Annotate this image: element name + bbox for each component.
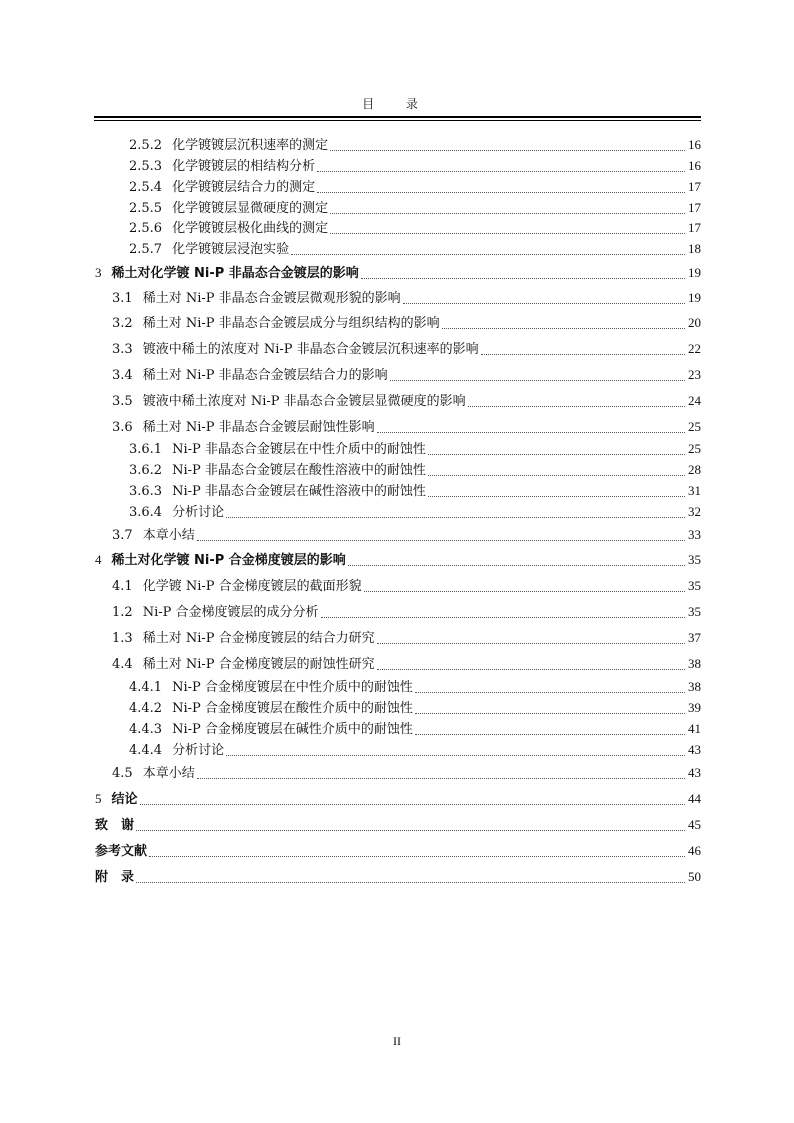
- toc-leader: [377, 642, 685, 644]
- toc-entry-page: 38: [688, 656, 701, 671]
- toc-entry-page: 35: [688, 552, 701, 567]
- toc-entry-page: 24: [688, 393, 701, 408]
- toc-entry-title: Ni-P 非晶态合金镀层在中性介质中的耐蚀性: [172, 442, 426, 457]
- toc-entry-number: 4.4.1: [129, 680, 163, 695]
- toc-leader: [291, 253, 685, 255]
- toc-entry[interactable]: [112, 627, 701, 647]
- toc-entry-number: 3.7: [112, 528, 133, 543]
- toc-leader: [415, 733, 685, 735]
- toc-entry-title: 化学镀镀层极化曲线的测定: [172, 221, 329, 236]
- toc-entry-page: 43: [688, 765, 701, 780]
- toc-entry-number: 1.3: [112, 631, 133, 646]
- toc-entry-page: 39: [688, 700, 701, 715]
- toc-entry-page: 16: [688, 158, 701, 173]
- toc-entry[interactable]: [112, 390, 701, 410]
- toc-entry[interactable]: [129, 238, 701, 258]
- toc-entry-number: 2.5.2: [129, 138, 163, 153]
- toc-entry-page: 46: [688, 843, 701, 858]
- toc-entry-title: 稀土对 Ni-P 合金梯度镀层的结合力研究: [142, 631, 375, 646]
- toc-entry-title: Ni-P 合金梯度镀层的成分分析: [142, 605, 319, 620]
- toc-entry-number: 3.3: [112, 342, 133, 357]
- toc-leader: [330, 232, 685, 234]
- toc-entry-title: 镀液中稀土的浓度对 Ni-P 非晶态合金镀层沉积速率的影响: [142, 342, 479, 357]
- toc-entry[interactable]: [112, 653, 701, 673]
- toc-leader: [226, 516, 685, 518]
- toc-entry-number: 2.5.4: [129, 180, 163, 195]
- toc-entry-title: 致 谢: [95, 818, 135, 833]
- toc-entry-title: 本章小结: [142, 528, 195, 543]
- toc-entry-number: 3: [95, 265, 102, 280]
- toc-entry-number: 1.2: [112, 605, 133, 620]
- toc-entry-number: 3.6.1: [129, 442, 163, 457]
- toc-entry-page: 31: [688, 483, 701, 498]
- toc-entry-title: 稀土对化学镀 Ni-P 非晶态合金镀层的影响: [111, 266, 359, 281]
- toc-entry-title: 化学镀镀层浸泡实验: [172, 242, 290, 257]
- toc-entry-title: 化学镀镀层结合力的测定: [172, 180, 316, 195]
- toc-entry[interactable]: [112, 287, 701, 307]
- toc-entry-title: 结论: [111, 792, 138, 807]
- toc-entry[interactable]: [129, 676, 701, 696]
- toc-leader: [330, 149, 685, 151]
- toc-entry[interactable]: [129, 197, 701, 217]
- toc-entry-title: 参考文献: [95, 844, 148, 859]
- toc-entry[interactable]: [112, 338, 701, 358]
- toc-chapter[interactable]: [95, 814, 701, 834]
- toc-leader: [415, 691, 685, 693]
- toc-chapter[interactable]: [95, 840, 701, 860]
- toc-leader: [330, 212, 685, 214]
- toc-entry-number: 4: [95, 552, 102, 567]
- toc-entry-number: 2.5.5: [129, 201, 163, 216]
- toc-entry-page: 23: [688, 367, 701, 382]
- toc-entry-page: 16: [688, 137, 701, 152]
- toc-entry-number: 4.4.4: [129, 743, 163, 758]
- toc-entry[interactable]: [112, 601, 701, 621]
- toc-entry[interactable]: [112, 312, 701, 332]
- toc-entry-title: 稀土对 Ni-P 非晶态合金镀层微观形貌的影响: [142, 291, 401, 306]
- toc-leader: [377, 668, 685, 670]
- toc-leader: [136, 829, 685, 831]
- toc-leader: [317, 170, 685, 172]
- toc-leader: [348, 564, 685, 566]
- toc-entry[interactable]: [112, 416, 701, 436]
- toc-entry-title: 镀液中稀土浓度对 Ni-P 非晶态合金镀层显微硬度的影响: [142, 394, 466, 409]
- toc-entry-number: 3.4: [112, 368, 133, 383]
- toc-entry[interactable]: [112, 364, 701, 384]
- toc-entry-page: 43: [688, 742, 701, 757]
- toc-entry-title: 本章小结: [142, 766, 195, 781]
- toc-entry-page: 50: [688, 869, 701, 884]
- toc-entry-number: 2.5.3: [129, 159, 163, 174]
- toc-entry-title: 稀土对 Ni-P 非晶态合金镀层耐蚀性影响: [142, 420, 375, 435]
- toc-leader: [364, 590, 685, 592]
- toc-entry-number: 3.1: [112, 291, 133, 306]
- toc-entry-number: 5: [95, 791, 102, 806]
- toc-entry[interactable]: [129, 217, 701, 237]
- toc-entry-number: 2.5.7: [129, 242, 163, 257]
- toc-entry[interactable]: [129, 176, 701, 196]
- toc-entry-page: 35: [688, 604, 701, 619]
- toc-entry[interactable]: [112, 575, 701, 595]
- toc-entry-title: 分析讨论: [172, 505, 225, 520]
- toc-entry-title: 稀土对 Ni-P 非晶态合金镀层结合力的影响: [142, 368, 388, 383]
- toc-entry[interactable]: [129, 134, 701, 154]
- toc-entry-page: 44: [688, 791, 701, 806]
- toc-entry[interactable]: [129, 480, 701, 500]
- toc-entry-page: 25: [688, 419, 701, 434]
- toc-entry-page: 37: [688, 630, 701, 645]
- toc-entry-title: Ni-P 非晶态合金镀层在碱性溶液中的耐蚀性: [172, 484, 426, 499]
- toc-entry-page: 41: [688, 721, 701, 736]
- toc-entry-page: 32: [688, 504, 701, 519]
- toc-entry-page: 28: [688, 462, 701, 477]
- toc-entry-number: 3.6: [112, 420, 133, 435]
- toc-entry[interactable]: [129, 501, 701, 521]
- toc-entry-page: 17: [688, 179, 701, 194]
- toc-entry-number: 2.5.6: [129, 221, 163, 236]
- toc-entry-title: 分析讨论: [172, 743, 225, 758]
- toc-entry[interactable]: [129, 697, 701, 717]
- header-title: 目 录: [362, 97, 432, 111]
- header-rule-thin: [94, 120, 701, 121]
- toc-entry[interactable]: [129, 438, 701, 458]
- toc-entry[interactable]: [129, 739, 701, 759]
- toc-entry-page: 19: [688, 290, 701, 305]
- toc-entry-title: Ni-P 非晶态合金镀层在酸性溶液中的耐蚀性: [172, 463, 426, 478]
- toc-entry-title: 稀土对 Ni-P 非晶态合金镀层成分与组织结构的影响: [142, 316, 440, 331]
- toc-entry-number: 4.4: [112, 657, 133, 672]
- toc-entry-number: 3.6.4: [129, 505, 163, 520]
- toc-leader: [321, 616, 686, 618]
- toc-entry-page: 18: [688, 241, 701, 256]
- toc-entry-number: 3.5: [112, 394, 133, 409]
- toc-chapter[interactable]: [95, 788, 701, 808]
- toc-entry-title: 稀土对化学镀 Ni-P 合金梯度镀层的影响: [111, 553, 346, 568]
- toc-chapter[interactable]: [95, 262, 701, 282]
- toc-chapter[interactable]: [95, 866, 701, 886]
- toc-leader: [361, 277, 685, 279]
- toc-entry-title: 化学镀镀层沉积速率的测定: [172, 138, 329, 153]
- toc-entry-title: 化学镀 Ni-P 合金梯度镀层的截面形貌: [142, 579, 362, 594]
- toc-entry-number: 3.6.3: [129, 484, 163, 499]
- toc-leader: [428, 474, 685, 476]
- toc-entry[interactable]: [129, 718, 701, 738]
- toc-entry-number: 3.6.2: [129, 463, 163, 478]
- toc-leader: [377, 431, 685, 433]
- header-rule: [94, 116, 701, 118]
- toc-entry-title: Ni-P 合金梯度镀层在酸性介质中的耐蚀性: [172, 701, 413, 716]
- toc-entry-page: 38: [688, 679, 701, 694]
- toc-leader: [442, 327, 685, 329]
- toc-entry-title: 稀土对 Ni-P 合金梯度镀层的耐蚀性研究: [142, 657, 375, 672]
- toc-entry[interactable]: [112, 762, 701, 782]
- toc-entry-number: 4.5: [112, 766, 133, 781]
- toc-entry-number: 4.4.2: [129, 701, 163, 716]
- toc-entry-title: 附 录: [95, 870, 135, 885]
- toc-entry-page: 45: [688, 817, 701, 832]
- toc-entry[interactable]: [129, 155, 701, 175]
- toc-entry-page: 17: [688, 220, 701, 235]
- toc-leader: [428, 453, 685, 455]
- toc-leader: [197, 539, 685, 541]
- toc-leader: [481, 353, 685, 355]
- toc-leader: [197, 777, 685, 779]
- toc-entry[interactable]: [112, 524, 701, 544]
- toc-entry-page: 22: [688, 341, 701, 356]
- toc-leader: [136, 881, 685, 883]
- toc-entry-title: Ni-P 合金梯度镀层在中性介质中的耐蚀性: [172, 680, 413, 695]
- toc-entry-title: 化学镀镀层的相结构分析: [172, 159, 316, 174]
- toc-entry-page: 19: [688, 265, 701, 280]
- toc-entry-title: 化学镀镀层显微硬度的测定: [172, 201, 329, 216]
- toc-entry-title: Ni-P 合金梯度镀层在碱性介质中的耐蚀性: [172, 722, 413, 737]
- toc-entry-page: 25: [688, 441, 701, 456]
- toc-leader: [468, 405, 685, 407]
- toc-leader: [140, 803, 685, 805]
- toc-entry-number: 4.4.3: [129, 722, 163, 737]
- toc-entry-number: 4.1: [112, 579, 133, 594]
- toc-leader: [149, 855, 685, 857]
- toc-entry-page: 35: [688, 578, 701, 593]
- toc-entry-page: 20: [688, 315, 701, 330]
- toc-entry[interactable]: [129, 459, 701, 479]
- toc-chapter[interactable]: [95, 549, 701, 569]
- toc-leader: [390, 379, 685, 381]
- toc-entry-page: 33: [688, 527, 701, 542]
- toc-entry-page: 17: [688, 200, 701, 215]
- toc-entry-number: 3.2: [112, 316, 133, 331]
- toc-leader: [428, 495, 685, 497]
- page-number: II: [393, 1034, 401, 1048]
- toc-leader: [415, 712, 685, 714]
- toc-leader: [403, 302, 685, 304]
- toc-leader: [226, 754, 685, 756]
- toc-leader: [317, 191, 685, 193]
